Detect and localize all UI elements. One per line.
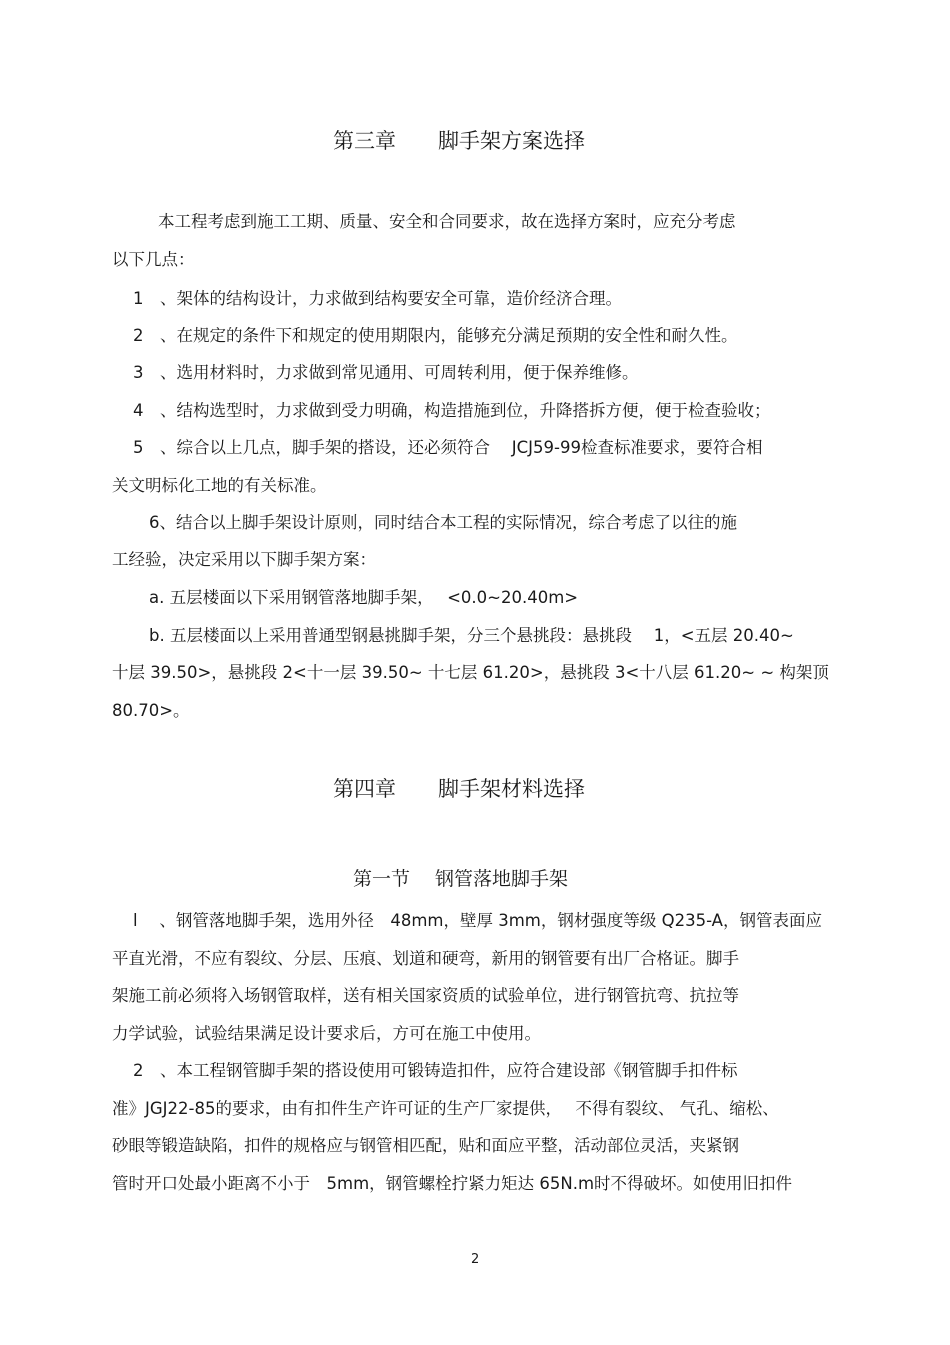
paragraph-line: 架施工前必须将入场钢管取样，送有相关国家资质的试验单位，进行钢管抗弯、抗拉等	[112, 986, 739, 1005]
paragraph-line: 工经验，决定采用以下脚手架方案：	[112, 550, 376, 569]
plan-item-b: b. 五层楼面以上采用普通型钢悬挑脚手架，分三个悬挑段：悬挑段 1，<五层 20.40~	[149, 626, 794, 645]
page-number: 2	[471, 1252, 480, 1267]
paragraph-line: 十层 39.50>，悬挑段 2<十一层 39.50~ 十七层 61.20>，悬挑段 3<十八层 61.20~ ~ 构架顶	[112, 663, 829, 682]
plan-item-a: a. 五层楼面以下采用钢管落地脚手架， <0.0~20.40m>	[149, 588, 579, 607]
list-item-5: 5 、综合以上几点，脚手架的搭设，还必须符合 JCJ59-99检查标准要求，要符合相	[133, 438, 763, 457]
paragraph-line: 砂眼等锻造缺陷，扣件的规格应与钢管相匹配，贴和面应平整，活动部位灵活，夹紧钢	[112, 1136, 739, 1155]
paragraph-line: 2 、本工程钢管脚手架的搭设使用可锻铸造扣件，应符合建设部《钢管脚手扣件标	[133, 1061, 738, 1080]
chapter-3-title: 第三章 脚手架方案选择	[333, 129, 585, 153]
section-1-title: 第一节 钢管落地脚手架	[353, 868, 569, 890]
paragraph-line: l 、钢管落地脚手架，选用外径 48mm，壁厚 3mm，钢材强度等级 Q235-A，钢管表面应	[133, 911, 822, 930]
chapter-4-title: 第四章 脚手架材料选择	[333, 777, 585, 801]
paragraph-line: 关文明标化工地的有关标准。	[112, 476, 327, 495]
paragraph-line: 80.70>。	[112, 701, 190, 720]
list-item-6: 6、结合以上脚手架设计原则，同时结合本工程的实际情况，综合考虑了以往的施	[149, 513, 737, 532]
list-item-2: 2 、在规定的条件下和规定的使用期限内，能够充分满足预期的安全性和耐久性。	[133, 326, 738, 345]
list-item-4: 4 、结构选型时，力求做到受力明确，构造措施到位，升降搭拆方便，便于检查验收；	[133, 401, 771, 420]
list-item-3: 3 、选用材料时，力求做到常见通用、可周转利用，便于保养维修。	[133, 363, 639, 382]
paragraph-line: 以下几点：	[112, 250, 195, 269]
list-item-1: 1 、架体的结构设计，力求做到结构要安全可靠，造价经济合理。	[133, 289, 622, 308]
paragraph-line: 平直光滑，不应有裂纹、分层、压痕、划道和硬弯，新用的钢管要有出厂合格证。脚手	[112, 949, 739, 968]
paragraph-line: 力学试验，试验结果满足设计要求后，方可在施工中使用。	[112, 1024, 541, 1043]
paragraph-line: 本工程考虑到施工工期、质量、安全和合同要求，故在选择方案时，应充分考虑	[158, 212, 736, 231]
paragraph-line: 准》JGJ22-85的要求，由有扣件生产许可证的生产厂家提供， 不得有裂纹、 气孔、缩松、	[112, 1099, 779, 1118]
paragraph-line: 管时开口处最小距离不小于 5mm，钢管螺栓拧紧力矩达 65N.m时不得破坏。如使用旧扣件	[112, 1174, 793, 1193]
